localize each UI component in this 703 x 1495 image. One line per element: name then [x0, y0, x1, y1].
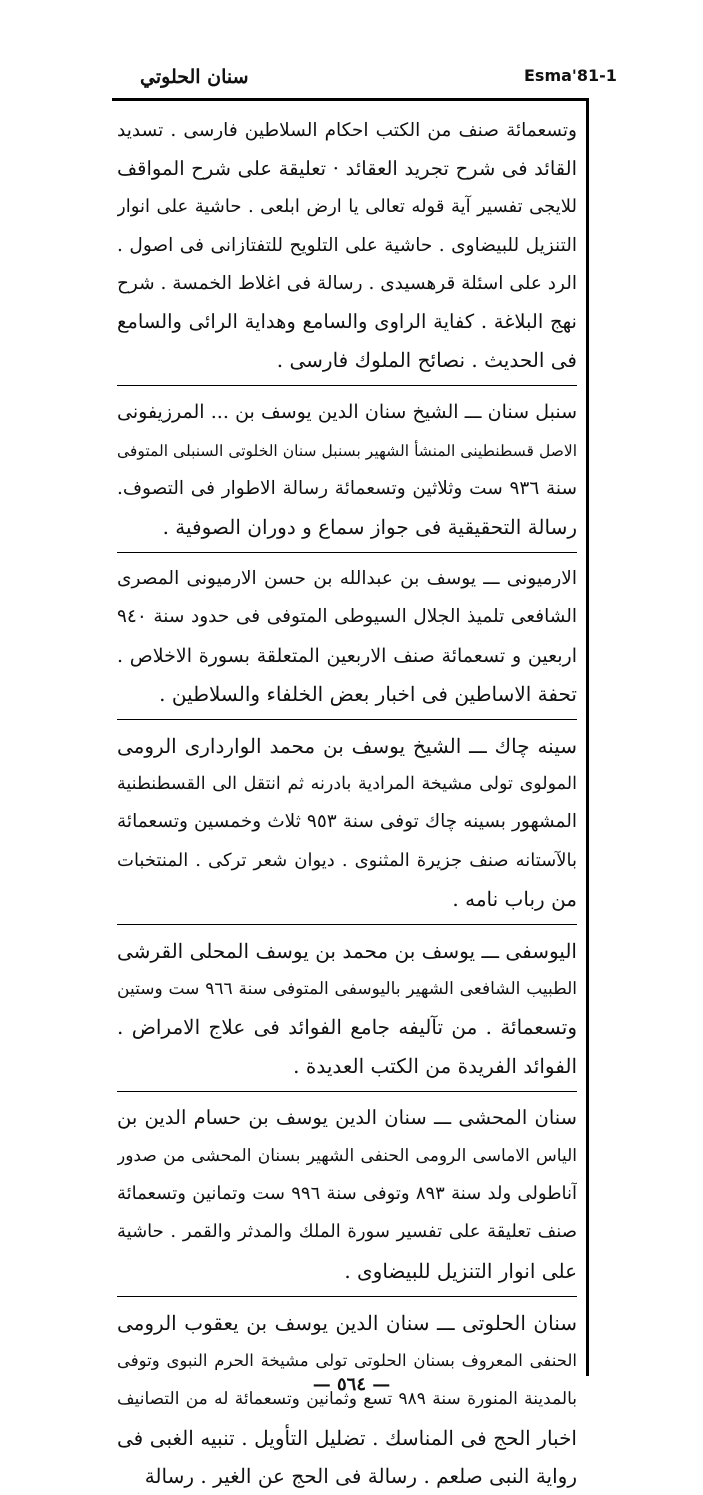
entry-gap: [117, 1297, 577, 1304]
text-line: الحنفى المعروف بسنان الحلوتى تولى مشيخة الحرم النبوى وتوفى: [117, 1351, 577, 1371]
text-line: وتسعمائة . من تآليفه جامع الفوائد فى علاج الامراض .: [117, 1015, 577, 1040]
text-line: صنف تعليقة على تفسير سورة الملك والمدثر والقمر . حاشية: [117, 1221, 577, 1243]
text-line: للايجى تفسير آية قوله تعالى يا ارض ابلعى . حاشية على انوار: [117, 196, 577, 218]
text-line: اليوسفى ـــ يوسف بن محمد بن يوسف المحلى القرشى: [117, 939, 577, 964]
text-line: المولوى تولى مشيخة المرادية بادرنه ثم انتقل الى القسطنطنية: [117, 774, 577, 795]
biography-entry: [117, 1099, 577, 1290]
biography-entry: [117, 727, 577, 918]
text-line: سنان الحلوتى ـــ سنان الدين يوسف بن يعقوب الرومى: [117, 1310, 577, 1335]
biography-entry: [117, 560, 577, 713]
entry-gap: [117, 386, 577, 393]
text-line: وتسعمائة صنف من الكتب احكام السلاطين فارسى . تسديد: [117, 120, 577, 141]
text-line: بالمدينة المنورة سنة ٩٨٩ تسع وثمانين وتسعمائة له من التصانيف: [117, 1389, 577, 1410]
text-line: الشافعى تلميذ الجلال السيوطى المتوفى فى حدود سنة ٩٤٠: [117, 606, 577, 628]
page-number: — ٥٦٤ —: [312, 1374, 391, 1395]
body-text: [117, 112, 577, 1495]
biography-entry: [117, 112, 577, 379]
text-line: سنبل سنان ـــ الشيخ سنان الدين يوسف بن ... المرزيفونى: [117, 401, 577, 424]
text-line: التنزيل للبيضاوى . حاشية على التلويح للتفتازانى فى اصول .: [117, 234, 577, 256]
text-line: اخبار الحج فى المناسك . تضليل التأويل . تنبيه الغبى فى: [117, 1425, 577, 1450]
entry-gap: [117, 720, 577, 727]
entry-gap: [117, 1092, 577, 1099]
header-rule: [112, 98, 586, 101]
biography-entry: [117, 932, 577, 1085]
page-code: Esma'81-1: [524, 66, 617, 85]
text-line: الارميونى ـــ يوسف بن عبدالله بن حسن الارميونى المصرى: [117, 568, 577, 590]
biography-entry: [117, 1304, 577, 1495]
text-line: من رباب نامه .: [452, 886, 577, 911]
text-line: القائد فى شرح تجريد العقائد · تعليقة على شرح المواقف: [117, 157, 577, 181]
text-line: رسالة التحقيقية فى جواز سماع و دوران الصوفية .: [162, 515, 577, 540]
text-line: الياس الاماسى الرومى الحنفى الشهير بسنان المحشى من صدور: [117, 1146, 577, 1167]
entry-gap: [117, 553, 577, 560]
text-line: تحفة الاساطين فى اخبار بعض الخلفاء والسلاطين .: [159, 681, 577, 706]
text-line: سنان المحشى ـــ سنان الدين يوسف بن حسام الدين بن: [117, 1105, 577, 1129]
biography-entry: [117, 393, 577, 546]
text-line: نهج البلاغة . كفاية الراوى والسامع وهداية الرائى والسامع: [117, 310, 577, 334]
text-line: فى الحديث . نصائح الملوك فارسى .: [276, 348, 577, 373]
margin-rule: [586, 98, 589, 1376]
text-line: المشهور بسينه چاك توفى سنة ٩٥٣ ثلاث وخمسين وتسعمائة: [117, 811, 577, 833]
text-line: الفوائد الفريدة من الكتب العديدة .: [293, 1053, 577, 1078]
text-line: سينه چاك ـــ الشيخ يوسف بن محمد الوارداری الرومى: [117, 734, 577, 759]
text-line: سنة ٩٣٦ ست وثلاثين وتسعمائة رسالة الاطوار فى التصوف.: [117, 477, 577, 499]
text-line: اربعين و تسعمائة صنف الاربعين المتعلقة بسورة الاخلاص .: [117, 644, 577, 667]
text-line: رواية النبى صلعم . رسالة فى الحج عن الغير . رسالة: [144, 1463, 577, 1488]
text-line: الرد على اسئلة قرهسيدى . رسالة فى اغلاط الخمسة . شرح: [117, 272, 577, 294]
running-title: سنان الحلوتي: [140, 66, 249, 88]
text-line: على انوار التنزيل للبيضاوى .: [344, 1258, 577, 1283]
text-line: الاصل قسطنطينى المنشأ الشهير بسنبل سنان الخلوتى السنبلى المتوفى: [117, 441, 577, 460]
text-line: بالآستانه صنف جزيرة المثنوى . ديوان شعر تركى . المنتخبات: [117, 849, 577, 871]
text-line: الطبيب الشافعى الشهير باليوسفى المتوفى سنة ٩٦٦ ست وستين: [117, 979, 577, 1000]
text-line: آناطولى ولد سنة ٨٩٣ وتوفى سنة ٩٩٦ ست وتمانين وتسعمائة: [117, 1183, 577, 1205]
entry-gap: [117, 925, 577, 932]
